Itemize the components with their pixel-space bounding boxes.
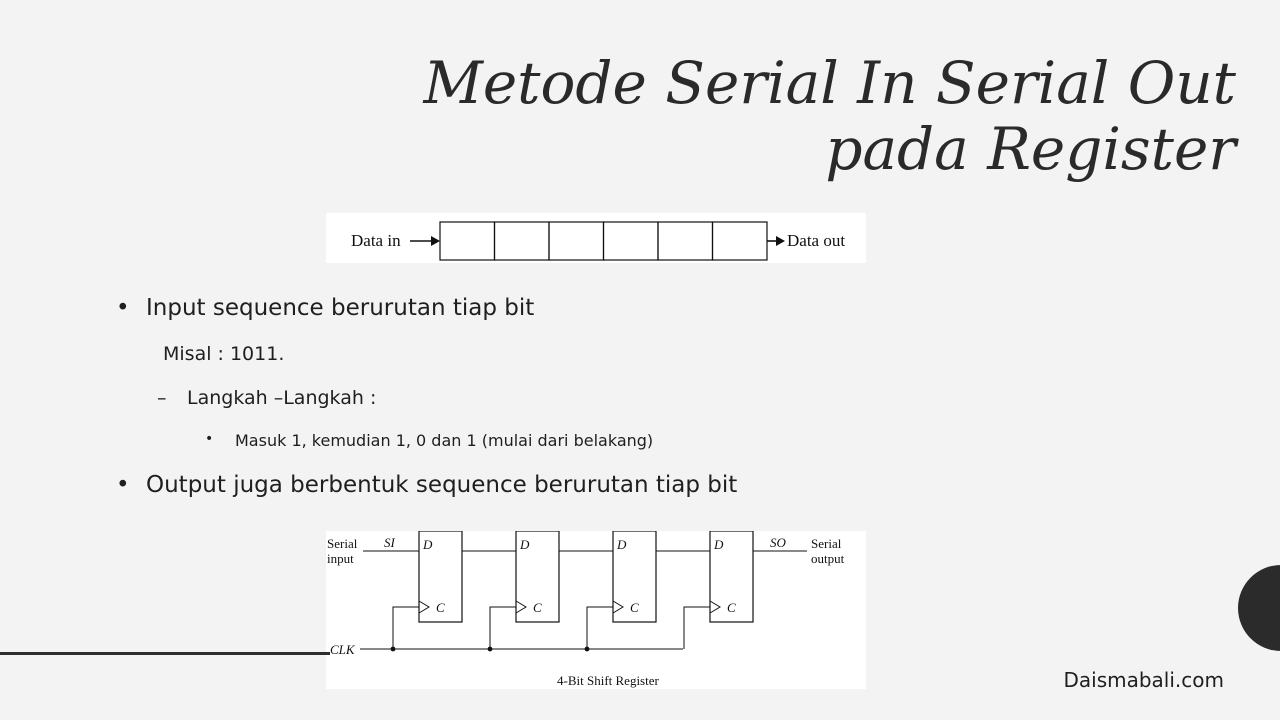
register-cell xyxy=(495,222,550,260)
clock-triangle xyxy=(419,601,429,613)
clock-wire xyxy=(587,607,613,649)
brand-footer: Daismabali.com xyxy=(1063,668,1224,692)
d-flip-flop xyxy=(391,531,516,651)
clock-triangle xyxy=(710,601,720,613)
clock-triangle xyxy=(613,601,623,613)
decorative-circle xyxy=(1238,565,1280,651)
register-cell xyxy=(549,222,604,260)
steps-label xyxy=(157,387,377,409)
bullet-dot: • xyxy=(205,431,214,447)
bullet-text: Input sequence berurutan tiap bit xyxy=(146,295,535,321)
register-cell xyxy=(604,222,659,260)
example-text: Misal : 1011. xyxy=(163,343,285,365)
register-cell xyxy=(713,222,768,260)
dash-marker: – xyxy=(157,387,167,409)
ff-d-label: D xyxy=(520,537,530,552)
serial-output-label: Serial output xyxy=(811,536,845,566)
ff-c-label: C xyxy=(436,600,445,615)
register-cell xyxy=(658,222,713,260)
step-text: Masuk 1, kemudian 1, 0 dan 1 (mulai dari belakang) xyxy=(235,431,654,450)
slide-title: Metode Serial In Serial Out pada Register xyxy=(423,49,1236,183)
ff-c-label: C xyxy=(727,600,736,615)
serial-input-label: Serial input xyxy=(327,536,358,566)
clock-wire xyxy=(490,607,516,649)
clock-wire xyxy=(393,607,419,649)
register-cell xyxy=(440,222,495,260)
data-flow-diagram xyxy=(326,213,866,263)
ff-d-label: D xyxy=(714,537,724,552)
diagram-caption: 4-Bit Shift Register xyxy=(557,673,659,688)
data-out-label: Data out xyxy=(787,231,846,250)
clk-label: CLK xyxy=(330,642,355,657)
d-flip-flop xyxy=(488,531,613,651)
bullet-dot: • xyxy=(116,472,130,498)
bullet-text: Output juga berbentuk sequence berurutan tiap bit xyxy=(146,472,738,498)
si-label: SI xyxy=(384,535,395,550)
data-in-label: Data in xyxy=(351,231,401,250)
data-out-arrowhead xyxy=(776,236,785,246)
ff-d-label: D xyxy=(423,537,433,552)
ff-d-label: D xyxy=(617,537,627,552)
bullet-output-sequence xyxy=(116,472,738,498)
bullet-dot: • xyxy=(116,295,130,321)
clock-wire xyxy=(684,607,710,649)
ff-c-label: C xyxy=(533,600,542,615)
clock-triangle xyxy=(516,601,526,613)
d-flip-flop xyxy=(585,531,710,651)
flip-flops xyxy=(391,531,753,651)
shift-register-diagram xyxy=(326,531,866,689)
data-in-arrowhead xyxy=(431,236,440,246)
d-flip-flop xyxy=(684,531,753,649)
ff-c-label: C xyxy=(630,600,639,615)
so-label: SO xyxy=(770,535,786,550)
register-cells xyxy=(440,222,767,260)
step-item xyxy=(205,431,654,450)
footer-divider xyxy=(0,652,330,655)
bullet-input-sequence xyxy=(116,295,535,321)
steps-text: Langkah –Langkah : xyxy=(187,387,377,409)
